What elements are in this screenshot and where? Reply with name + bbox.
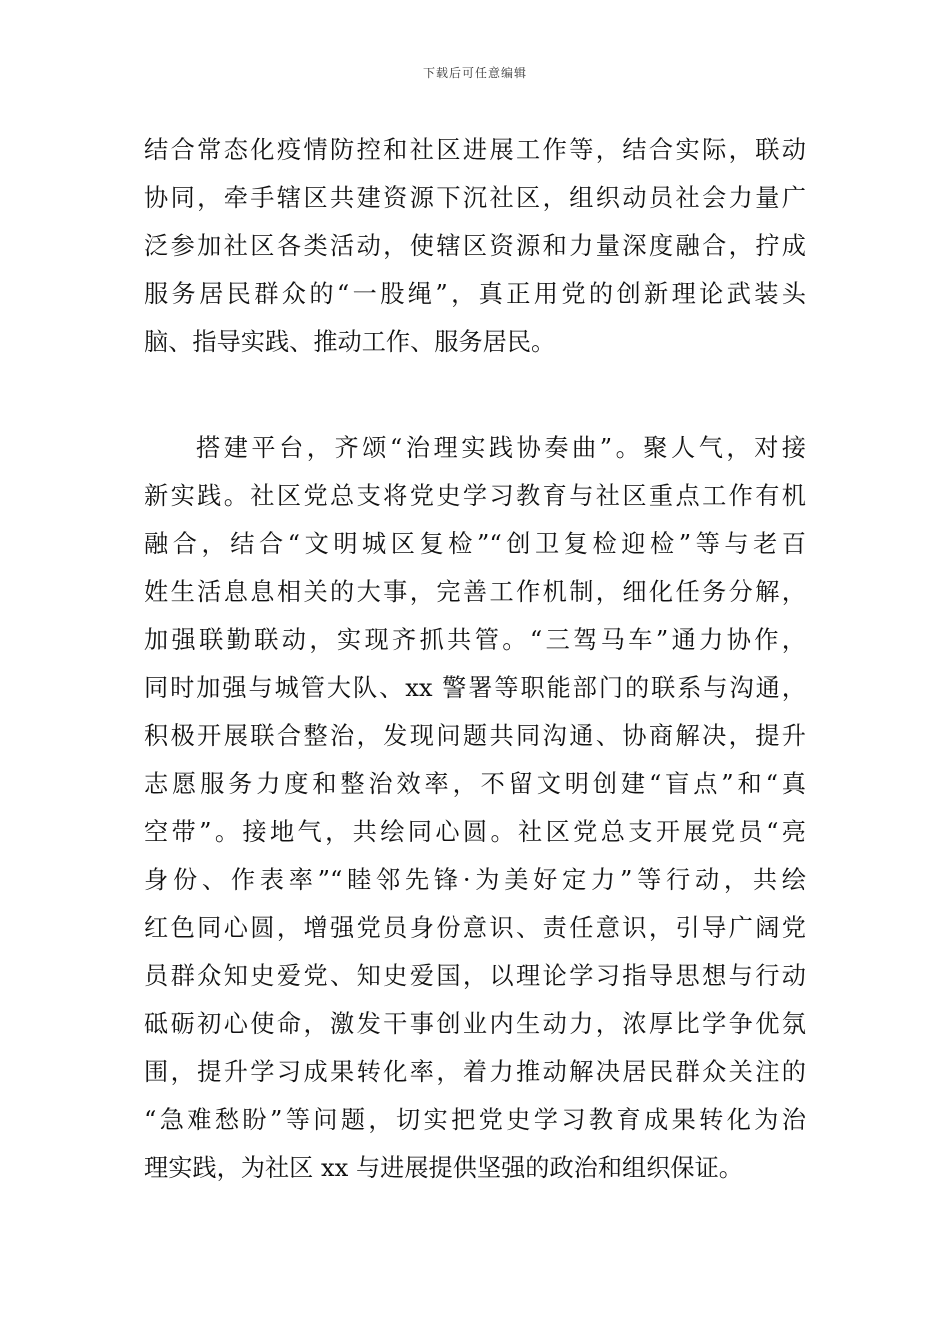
paragraph-line: 加强联勤联动，实现齐抓共管。“三驾马车”通力协作， (144, 626, 806, 654)
paragraph-line: 协同，牵手辖区共建资源下沉社区，组织动员社会力量广 (144, 184, 806, 212)
paragraph-line: 结合常态化疫情防控和社区进展工作等，结合实际，联动 (144, 136, 806, 164)
paragraph-2 (144, 424, 806, 1192)
paragraph-line: 融合，结合“文明城区复检”“创卫复检迎检”等与老百 (144, 530, 806, 558)
paragraph-line: 身份、作表率”“睦邻先锋·为美好定力”等行动，共绘 (144, 866, 806, 894)
paragraph-line: 积极开展联合整治，发现问题共同沟通、协商解决，提升 (144, 722, 806, 750)
paragraph-line: 姓生活息息相关的大事，完善工作机制，细化任务分解， (144, 578, 806, 606)
paragraph-line: “急难愁盼”等问题，切实把党史学习教育成果转化为治 (144, 1106, 806, 1134)
paragraph-line: 员群众知史爱党、知史爱国，以理论学习指导思想与行动 (144, 962, 806, 990)
paragraph-line: 红色同心圆，增强党员身份意识、责任意识，引导广阔党 (144, 914, 806, 942)
paragraph-line: 搭建平台，齐颂“治理实践协奏曲”。聚人气，对接 (196, 434, 806, 462)
paragraph-line: 泛参加社区各类活动，使辖区资源和力量深度融合，拧成 (144, 232, 806, 260)
paragraph-line: 同时加强与城管大队、xx 警署等职能部门的联系与沟通， (144, 674, 806, 702)
paragraph-line: 围，提升学习成果转化率，着力推动解决居民群众关注的 (144, 1058, 806, 1086)
paragraph-line: 砥砺初心使命，激发干事创业内生动力，浓厚比学争优氛 (144, 1010, 806, 1038)
paragraph-line: 志愿服务力度和整治效率，不留文明创建“盲点”和“真 (144, 770, 806, 798)
paragraph-line: 脑、指导实践、推动工作、服务居民。 (144, 328, 556, 356)
paragraph-line: 空带”。接地气，共绘同心圆。社区党总支开展党员“亮 (144, 818, 806, 846)
header-note: 下载后可任意编辑 (422, 66, 527, 80)
paragraph-line: 理实践，为社区 xx 与进展提供坚强的政治和组织保证。 (144, 1154, 743, 1182)
paragraph-1 (144, 126, 806, 366)
paragraph-line: 新实践。社区党总支将党史学习教育与社区重点工作有机 (144, 482, 806, 510)
paragraph-line: 服务居民群众的“一股绳”，真正用党的创新理论武装头 (144, 280, 806, 308)
